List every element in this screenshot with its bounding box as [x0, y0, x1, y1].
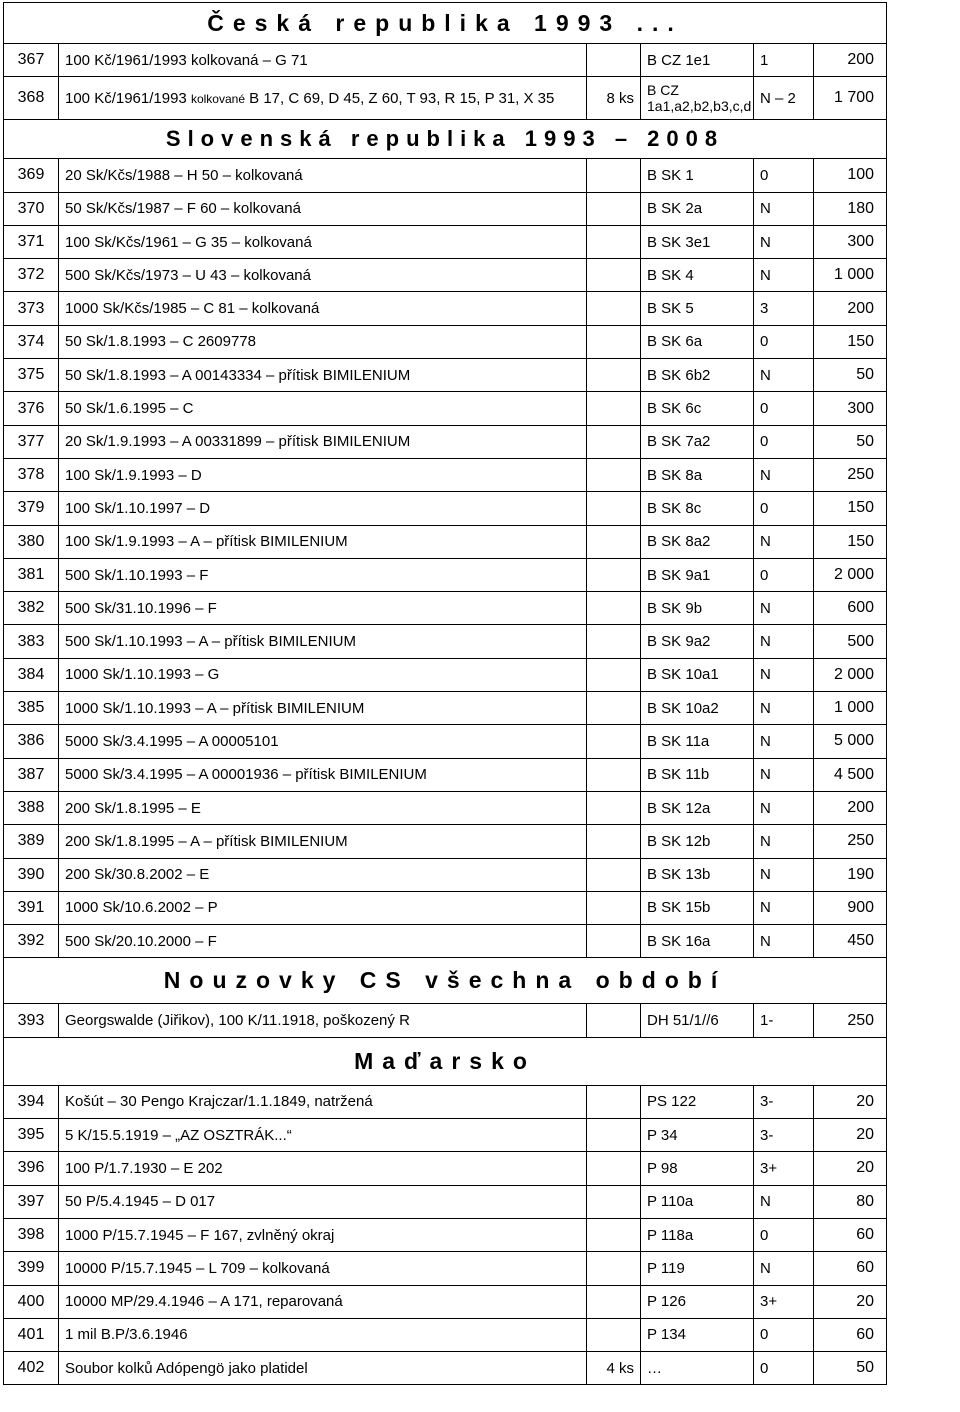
item-grade: N: [754, 758, 814, 791]
item-number: 400: [4, 1285, 59, 1318]
table-row: [4, 77, 887, 120]
item-grade: 1: [754, 44, 814, 77]
item-grade: N: [754, 458, 814, 491]
item-grade: 0: [754, 392, 814, 425]
item-description: 100 P/1.7.1930 – E 202: [59, 1152, 587, 1185]
item-quantity: 4 ks: [587, 1352, 641, 1385]
item-description: 100 Sk/1.10.1997 – D: [59, 492, 587, 525]
item-quantity: [587, 392, 641, 425]
item-price: 150: [814, 525, 887, 558]
table-row: [4, 1285, 887, 1318]
table-row: [4, 325, 887, 358]
item-grade: N: [754, 1185, 814, 1218]
item-quantity: [587, 1185, 641, 1218]
item-price: 60: [814, 1252, 887, 1285]
item-catalog-code: B SK 5: [641, 292, 754, 325]
item-quantity: [587, 791, 641, 824]
item-description: 1000 Sk/10.6.2002 – P: [59, 891, 587, 924]
table-row: [4, 692, 887, 725]
item-description: 50 Sk/1.8.1993 – C 2609778: [59, 325, 587, 358]
table-row: [4, 925, 887, 958]
item-catalog-code: P 134: [641, 1318, 754, 1351]
item-grade: N: [754, 259, 814, 292]
item-price: 250: [814, 458, 887, 491]
item-number: 386: [4, 725, 59, 758]
table-row: [4, 1352, 887, 1385]
item-quantity: [587, 1004, 641, 1037]
item-catalog-code: B SK 8a: [641, 458, 754, 491]
item-quantity: [587, 658, 641, 691]
item-number: 373: [4, 292, 59, 325]
item-grade: 1-: [754, 1004, 814, 1037]
item-quantity: [587, 325, 641, 358]
table-row: [4, 891, 887, 924]
item-quantity: [587, 44, 641, 77]
item-number: 390: [4, 858, 59, 891]
section-title-nouzovky: Nouzovky CS všechna období: [4, 958, 887, 1004]
item-number: 372: [4, 259, 59, 292]
item-catalog-code: P 118a: [641, 1218, 754, 1251]
item-catalog-code: P 126: [641, 1285, 754, 1318]
item-number: 381: [4, 558, 59, 591]
section-title-madarsko: Maďarsko: [4, 1037, 887, 1085]
item-price: 80: [814, 1185, 887, 1218]
item-description: 200 Sk/1.8.1995 – E: [59, 791, 587, 824]
table-row: [4, 492, 887, 525]
item-description: 500 Sk/Kčs/1973 – U 43 – kolkovaná: [59, 259, 587, 292]
item-price: 20: [814, 1085, 887, 1118]
item-grade: N: [754, 891, 814, 924]
item-description: 10000 P/15.7.1945 – L 709 – kolkovaná: [59, 1252, 587, 1285]
item-catalog-code: B SK 7a2: [641, 425, 754, 458]
item-grade: 0: [754, 159, 814, 192]
item-price: 50: [814, 359, 887, 392]
item-number: 399: [4, 1252, 59, 1285]
item-quantity: [587, 525, 641, 558]
item-description: 200 Sk/1.8.1995 – A – přítisk BIMILENIUM: [59, 825, 587, 858]
item-number: 384: [4, 658, 59, 691]
catalog-table: [3, 2, 887, 1385]
item-grade: N: [754, 592, 814, 625]
item-catalog-code: B SK 9b: [641, 592, 754, 625]
table-row: [4, 625, 887, 658]
item-number: 396: [4, 1152, 59, 1185]
item-catalog-code: P 98: [641, 1152, 754, 1185]
item-number: 387: [4, 758, 59, 791]
item-description: 500 Sk/31.10.1996 – F: [59, 592, 587, 625]
table-row: [4, 825, 887, 858]
item-price: 600: [814, 592, 887, 625]
item-price: 190: [814, 858, 887, 891]
item-quantity: [587, 458, 641, 491]
table-row: [4, 1004, 887, 1037]
table-row: [4, 225, 887, 258]
item-quantity: [587, 858, 641, 891]
item-quantity: [587, 725, 641, 758]
item-catalog-code: B SK 15b: [641, 891, 754, 924]
item-grade: 0: [754, 492, 814, 525]
item-number: 392: [4, 925, 59, 958]
item-price: 50: [814, 1352, 887, 1385]
item-catalog-code: B SK 2a: [641, 192, 754, 225]
item-number: 391: [4, 891, 59, 924]
item-grade: 0: [754, 325, 814, 358]
item-number: 382: [4, 592, 59, 625]
item-number: 402: [4, 1352, 59, 1385]
item-price: 250: [814, 1004, 887, 1037]
item-grade: 0: [754, 1218, 814, 1251]
item-catalog-code: B SK 3e1: [641, 225, 754, 258]
item-number: 376: [4, 392, 59, 425]
item-catalog-code: P 110a: [641, 1185, 754, 1218]
table-row: [4, 791, 887, 824]
item-description: 100 Sk/1.9.1993 – A – přítisk BIMILENIUM: [59, 525, 587, 558]
item-catalog-code: DH 51/1//6: [641, 1004, 754, 1037]
item-number: 369: [4, 159, 59, 192]
table-row: [4, 725, 887, 758]
item-grade: N: [754, 359, 814, 392]
item-price: 200: [814, 791, 887, 824]
item-price: 900: [814, 891, 887, 924]
item-number: 377: [4, 425, 59, 458]
item-price: 300: [814, 225, 887, 258]
item-description: 500 Sk/20.10.2000 – F: [59, 925, 587, 958]
item-grade: N: [754, 791, 814, 824]
item-description: 20 Sk/Kčs/1988 – H 50 – kolkovaná: [59, 159, 587, 192]
item-number: 367: [4, 44, 59, 77]
item-number: 385: [4, 692, 59, 725]
item-catalog-code: B SK 12a: [641, 791, 754, 824]
item-description: Košút – 30 Pengo Krajczar/1.1.1849, natržená: [59, 1085, 587, 1118]
item-quantity: [587, 1285, 641, 1318]
item-quantity: [587, 1119, 641, 1152]
item-grade: N: [754, 692, 814, 725]
item-number: 383: [4, 625, 59, 658]
item-catalog-code: B SK 11b: [641, 758, 754, 791]
item-description: 5000 Sk/3.4.1995 – A 00005101: [59, 725, 587, 758]
item-number: 371: [4, 225, 59, 258]
table-row: [4, 192, 887, 225]
item-catalog-code: P 34: [641, 1119, 754, 1152]
item-grade: 3-: [754, 1085, 814, 1118]
item-description: Georgswalde (Jiřikov), 100 K/11.1918, poškozený R: [59, 1004, 587, 1037]
item-quantity: [587, 758, 641, 791]
item-price: 1 000: [814, 259, 887, 292]
item-price: 60: [814, 1218, 887, 1251]
item-number: 374: [4, 325, 59, 358]
item-quantity: [587, 259, 641, 292]
item-quantity: 8 ks: [587, 77, 641, 120]
item-quantity: [587, 625, 641, 658]
item-price: 100: [814, 159, 887, 192]
item-number: 375: [4, 359, 59, 392]
item-quantity: [587, 1152, 641, 1185]
item-description: 100 Sk/1.9.1993 – D: [59, 458, 587, 491]
table-row: [4, 44, 887, 77]
item-catalog-code: B SK 8c: [641, 492, 754, 525]
item-quantity: [587, 192, 641, 225]
item-grade: N: [754, 658, 814, 691]
item-price: 20: [814, 1152, 887, 1185]
section-header-madarsko: [4, 1037, 887, 1085]
item-quantity: [587, 292, 641, 325]
item-catalog-code: B SK 6c: [641, 392, 754, 425]
table-row: [4, 1185, 887, 1218]
item-catalog-code: B SK 9a2: [641, 625, 754, 658]
item-quantity: [587, 225, 641, 258]
table-row: [4, 1119, 887, 1152]
table-row: [4, 259, 887, 292]
table-row: [4, 1085, 887, 1118]
item-price: 50: [814, 425, 887, 458]
item-price: 500: [814, 625, 887, 658]
item-description: 20 Sk/1.9.1993 – A 00331899 – přítisk BIMILENIUM: [59, 425, 587, 458]
item-description: 50 Sk/1.6.1995 – C: [59, 392, 587, 425]
item-description: 50 Sk/Kčs/1987 – F 60 – kolkovaná: [59, 192, 587, 225]
item-catalog-code: B SK 6b2: [641, 359, 754, 392]
item-price: 4 500: [814, 758, 887, 791]
item-description: Soubor kolků Adópengö jako platidel: [59, 1352, 587, 1385]
item-grade: 3+: [754, 1285, 814, 1318]
item-number: 379: [4, 492, 59, 525]
item-price: 200: [814, 292, 887, 325]
item-quantity: [587, 592, 641, 625]
item-description: 1000 Sk/1.10.1993 – A – přítisk BIMILENIUM: [59, 692, 587, 725]
item-quantity: [587, 1318, 641, 1351]
item-price: 2 000: [814, 558, 887, 591]
item-price: 20: [814, 1119, 887, 1152]
item-number: 370: [4, 192, 59, 225]
item-number: 398: [4, 1218, 59, 1251]
section-header-slovakia: [4, 120, 887, 159]
item-number: 389: [4, 825, 59, 858]
item-description: 100 Kč/1961/1993 kolkovaná – G 71: [59, 44, 587, 77]
item-price: 1 000: [814, 692, 887, 725]
item-grade: N: [754, 525, 814, 558]
item-grade: N: [754, 925, 814, 958]
item-quantity: [587, 825, 641, 858]
table-row: [4, 425, 887, 458]
item-catalog-code: B SK 11a: [641, 725, 754, 758]
item-grade: N: [754, 225, 814, 258]
item-quantity: [587, 425, 641, 458]
item-description: 1000 Sk/1.10.1993 – G: [59, 658, 587, 691]
item-catalog-code: B SK 6a: [641, 325, 754, 358]
item-description: 1 mil B.P/3.6.1946: [59, 1318, 587, 1351]
item-price: 5 000: [814, 725, 887, 758]
item-description: 500 Sk/1.10.1993 – A – přítisk BIMILENIUM: [59, 625, 587, 658]
item-grade: N: [754, 625, 814, 658]
item-catalog-code: P 119: [641, 1252, 754, 1285]
item-grade: N: [754, 1252, 814, 1285]
section-header-nouzovky: [4, 958, 887, 1004]
table-row: [4, 558, 887, 591]
item-grade: 0: [754, 558, 814, 591]
item-grade: 3+: [754, 1152, 814, 1185]
table-row: [4, 1152, 887, 1185]
item-quantity: [587, 159, 641, 192]
item-catalog-code: …: [641, 1352, 754, 1385]
item-description: 200 Sk/30.8.2002 – E: [59, 858, 587, 891]
item-description: 5 K/15.5.1919 – „AZ OSZTRÁK...“: [59, 1119, 587, 1152]
item-price: 250: [814, 825, 887, 858]
item-number: 388: [4, 791, 59, 824]
item-description: 50 P/5.4.1945 – D 017: [59, 1185, 587, 1218]
item-grade: 0: [754, 1352, 814, 1385]
item-number: 401: [4, 1318, 59, 1351]
item-quantity: [587, 359, 641, 392]
item-price: 150: [814, 492, 887, 525]
section-title-czech: Česká republika 1993 ...: [4, 3, 887, 44]
table-row: [4, 1318, 887, 1351]
item-catalog-code: B SK 10a2: [641, 692, 754, 725]
item-number: 393: [4, 1004, 59, 1037]
item-catalog-code: B CZ 1a1,a2,b2,b3,c,d: [641, 77, 754, 120]
table-row: [4, 592, 887, 625]
item-grade: N – 2: [754, 77, 814, 120]
item-quantity: [587, 558, 641, 591]
item-catalog-code: B CZ 1e1: [641, 44, 754, 77]
item-price: 450: [814, 925, 887, 958]
table-row: [4, 858, 887, 891]
item-catalog-code: B SK 4: [641, 259, 754, 292]
section-header-czech: [4, 3, 887, 44]
item-quantity: [587, 925, 641, 958]
item-catalog-code: B SK 1: [641, 159, 754, 192]
item-grade: N: [754, 825, 814, 858]
item-price: 150: [814, 325, 887, 358]
item-price: 1 700: [814, 77, 887, 120]
item-price: 20: [814, 1285, 887, 1318]
item-description: 100 Kč/1961/1993 kolkované B 17, C 69, D 45, Z 60, T 93, R 15, P 31, X 35: [59, 77, 587, 120]
item-description: 100 Sk/Kčs/1961 – G 35 – kolkovaná: [59, 225, 587, 258]
item-catalog-code: B SK 8a2: [641, 525, 754, 558]
table-row: [4, 758, 887, 791]
table-row: [4, 292, 887, 325]
table-row: [4, 525, 887, 558]
item-description: 5000 Sk/3.4.1995 – A 00001936 – přítisk BIMILENIUM: [59, 758, 587, 791]
item-grade: N: [754, 858, 814, 891]
item-number: 395: [4, 1119, 59, 1152]
item-description: 1000 Sk/Kčs/1985 – C 81 – kolkovaná: [59, 292, 587, 325]
item-description: 50 Sk/1.8.1993 – A 00143334 – přítisk BIMILENIUM: [59, 359, 587, 392]
item-catalog-code: B SK 12b: [641, 825, 754, 858]
item-price: 300: [814, 392, 887, 425]
item-grade: 3-: [754, 1119, 814, 1152]
item-catalog-code: PS 122: [641, 1085, 754, 1118]
item-quantity: [587, 1085, 641, 1118]
item-number: 380: [4, 525, 59, 558]
item-price: 180: [814, 192, 887, 225]
item-quantity: [587, 692, 641, 725]
item-number: 368: [4, 77, 59, 120]
table-row: [4, 392, 887, 425]
item-grade: N: [754, 725, 814, 758]
item-number: 394: [4, 1085, 59, 1118]
item-description: 500 Sk/1.10.1993 – F: [59, 558, 587, 591]
item-price: 200: [814, 44, 887, 77]
item-grade: 0: [754, 1318, 814, 1351]
item-quantity: [587, 492, 641, 525]
table-row: [4, 159, 887, 192]
item-price: 2 000: [814, 658, 887, 691]
item-number: 397: [4, 1185, 59, 1218]
item-catalog-code: B SK 10a1: [641, 658, 754, 691]
item-catalog-code: B SK 16a: [641, 925, 754, 958]
item-grade: 0: [754, 425, 814, 458]
table-row: [4, 359, 887, 392]
item-description: 1000 P/15.7.1945 – F 167, zvlněný okraj: [59, 1218, 587, 1251]
item-price: 60: [814, 1318, 887, 1351]
table-row: [4, 458, 887, 491]
item-grade: N: [754, 192, 814, 225]
table-row: [4, 1252, 887, 1285]
section-title-slovakia: Slovenská republika 1993 – 2008: [4, 120, 887, 159]
item-quantity: [587, 891, 641, 924]
item-number: 378: [4, 458, 59, 491]
table-row: [4, 1218, 887, 1251]
table-row: [4, 658, 887, 691]
item-catalog-code: B SK 9a1: [641, 558, 754, 591]
item-quantity: [587, 1218, 641, 1251]
item-catalog-code: B SK 13b: [641, 858, 754, 891]
item-grade: 3: [754, 292, 814, 325]
item-quantity: [587, 1252, 641, 1285]
item-description: 10000 MP/29.4.1946 – A 171, reparovaná: [59, 1285, 587, 1318]
